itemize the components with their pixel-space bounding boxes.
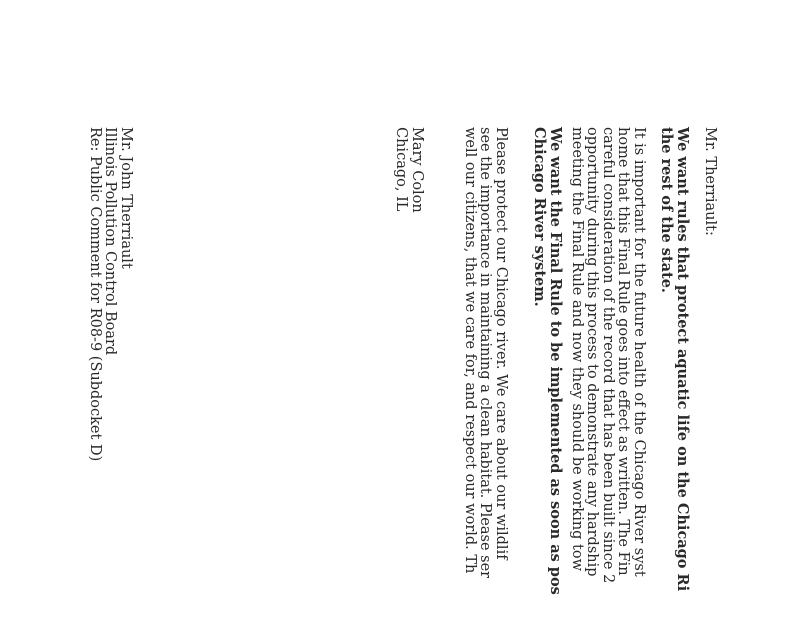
- paragraph-line: We want the Final Rule to be implemented as soon as pos: [547, 127, 564, 595]
- paragraph-line: It is important for the future health of the Chicago River syst: [631, 127, 647, 577]
- recipient-name: Mr. John Therriault: [118, 127, 134, 269]
- paragraph-line: Chicago River system.: [531, 127, 549, 307]
- paragraph-line: meeting the Final Rule and now they should be working tow: [569, 127, 585, 572]
- signature-name: Mary Colon: [409, 127, 425, 213]
- paragraph-future-health: [569, 127, 647, 583]
- subject-line: Re: Public Comment for R08-9 (Subdocket D): [87, 127, 103, 462]
- paragraph-line: opportunity during this process to demonstrate any hardship: [584, 127, 601, 577]
- paragraph-line: well our citizens, that we care for, and respect our world. Th: [462, 127, 478, 574]
- address-block: [87, 127, 134, 461]
- paragraph-aquatic-life: [659, 127, 690, 591]
- paragraph-line: Please protect our Chicago river. We care about our wildlif: [493, 127, 509, 560]
- paragraph-line: see the importance in maintaining a clean habitat. Please ser: [477, 127, 494, 579]
- paragraph-line: home that this Final Rule goes into effect as written. The Fin: [615, 127, 632, 576]
- paragraph-final-rule: [532, 127, 563, 595]
- signature-block: [393, 127, 424, 213]
- paragraph-line: We want rules that protect aquatic life on the Chicago Ri: [674, 127, 691, 592]
- paragraph-line: careful consideration of the record that has been built since 2: [600, 127, 616, 584]
- recipient-organization: Illinois Pollution Control Board: [102, 127, 119, 356]
- signature-city: Chicago, IL: [393, 127, 410, 212]
- paragraph-line: the rest of the state.: [658, 127, 676, 293]
- paragraph-protect-river: [462, 127, 509, 578]
- salutation: Mr. Therriault:: [702, 127, 718, 236]
